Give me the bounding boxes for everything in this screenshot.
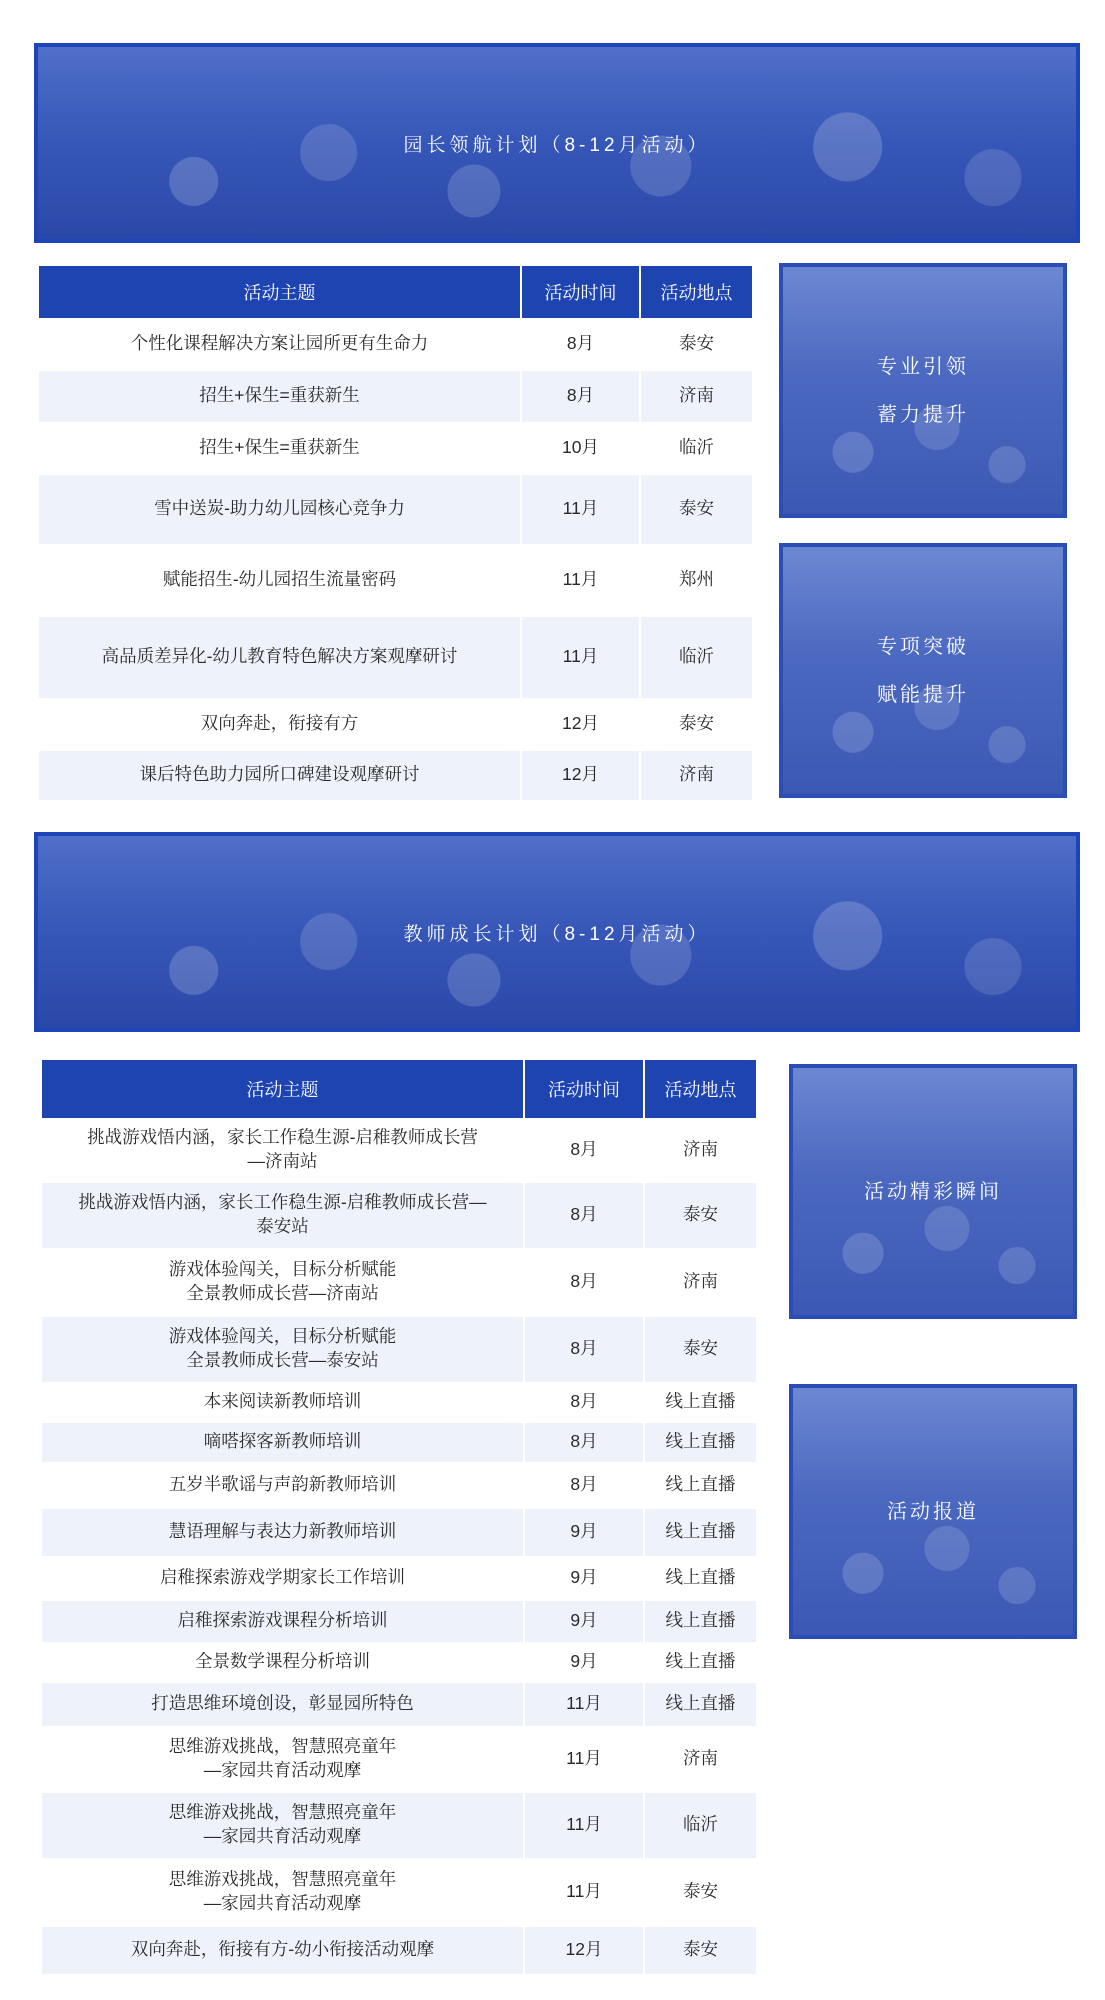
cell-time: 11月: [524, 1792, 644, 1858]
cell-topic: 双向奔赴，衔接有方-幼小衔接活动观摩: [42, 1926, 524, 1974]
cell-place: 泰安: [644, 1858, 756, 1926]
cell-time: 11月: [524, 1682, 644, 1726]
topic-line2: 泰安站: [256, 1216, 309, 1236]
cell-place: 济南: [640, 750, 752, 800]
table-row: [39, 544, 752, 616]
cell-place: 郑州: [640, 544, 752, 616]
photo-activity-report: [789, 1384, 1077, 1639]
cell-time: 11月: [521, 616, 640, 698]
table-row: [42, 1462, 756, 1508]
topic-line1: 游戏体验闯关，目标分析赋能: [168, 1259, 397, 1280]
header-topic: 活动主题: [42, 1060, 524, 1118]
cell-topic: [42, 1858, 524, 1926]
cell-time: 12月: [524, 1926, 644, 1974]
table-row: [39, 616, 752, 698]
table-row: [42, 1682, 756, 1726]
table-row: [42, 1508, 756, 1556]
photo-highlight-moments: [789, 1064, 1077, 1319]
cell-topic: 个性化课程解决方案让园所更有生命力: [39, 318, 521, 370]
cell-topic: 招生+保生=重获新生: [39, 370, 521, 422]
cell-time: 8月: [524, 1462, 644, 1508]
header-place: 活动地点: [640, 266, 752, 318]
cell-topic: 打造思维环境创设，彰显园所特色: [42, 1682, 524, 1726]
cell-time: 10月: [521, 422, 640, 474]
cell-time: 9月: [524, 1642, 644, 1682]
photo-caption-line: 专业引领: [877, 355, 969, 378]
cell-place: 临沂: [640, 422, 752, 474]
photo-special-breakthrough: [779, 543, 1067, 798]
teacher-activity-table: [42, 1060, 756, 1975]
cell-place: 济南: [644, 1118, 756, 1182]
header-time: 活动时间: [521, 266, 640, 318]
table-row: [42, 1858, 756, 1926]
cell-topic: 赋能招生-幼儿园招生流量密码: [39, 544, 521, 616]
cell-topic: 课后特色助力园所口碑建设观摩研讨: [39, 750, 521, 800]
cell-place: 临沂: [640, 616, 752, 698]
topic-line2: —济南站: [247, 1150, 318, 1171]
cell-time: 9月: [524, 1600, 644, 1642]
cell-topic: 全景数学课程分析培训: [42, 1642, 524, 1682]
table-header-row: [39, 266, 752, 318]
topic-line1: 思维游戏挑战，智慧照亮童年: [168, 1802, 397, 1823]
table-header-row: [42, 1060, 756, 1118]
cell-place: 泰安: [640, 698, 752, 750]
table-row: [42, 1182, 756, 1248]
cell-time: 11月: [521, 474, 640, 544]
cell-time: 12月: [521, 698, 640, 750]
photo-caption-line: 活动精彩瞬间: [864, 1180, 1002, 1203]
topic-line2: 全景教师成长营—泰安站: [186, 1350, 379, 1370]
cell-time: 8月: [524, 1182, 644, 1248]
cell-time: 9月: [524, 1556, 644, 1600]
cell-topic: 五岁半歌谣与声韵新教师培训: [42, 1462, 524, 1508]
cell-time: 8月: [524, 1382, 644, 1422]
table-row: [42, 1792, 756, 1858]
header-time: 活动时间: [524, 1060, 644, 1118]
cell-time: 8月: [524, 1118, 644, 1182]
topic-line2: —家园共育活动观摩: [203, 1826, 362, 1846]
cell-place: 泰安: [640, 318, 752, 370]
table-row: [39, 370, 752, 422]
banner-teacher-growth-plan: [34, 832, 1080, 1032]
topic-line1: 思维游戏挑战，智慧照亮童年: [168, 1736, 397, 1757]
cell-topic: 启稚探索游戏课程分析培训: [42, 1600, 524, 1642]
cell-place: 济南: [644, 1726, 756, 1792]
cell-place: 泰安: [644, 1926, 756, 1974]
topic-line1: 游戏体验闯关，目标分析赋能: [168, 1326, 397, 1347]
cell-topic: 招生+保生=重获新生: [39, 422, 521, 474]
cell-topic: 启稚探索游戏学期家长工作培训: [42, 1556, 524, 1600]
cell-time: 8月: [521, 318, 640, 370]
topic-line1: 挑战游戏悟内涵，家长工作稳生源-启稚教师成长营—: [78, 1192, 487, 1213]
photo-caption-line: 活动报道: [887, 1500, 979, 1523]
cell-place: 线上直播: [644, 1462, 756, 1508]
photo-professional-lead: [779, 263, 1067, 518]
cell-place: 线上直播: [644, 1508, 756, 1556]
table-row: [42, 1248, 756, 1316]
cell-topic: [42, 1118, 524, 1182]
cell-time: 11月: [524, 1858, 644, 1926]
principal-activity-table: [39, 266, 752, 801]
cell-topic: 嘀嗒探客新教师培训: [42, 1422, 524, 1462]
topic-line1: 挑战游戏悟内涵，家长工作稳生源-启稚教师成长营: [87, 1127, 478, 1148]
topic-line2: 全景教师成长营—济南站: [186, 1283, 379, 1303]
banner-principal-plan: [34, 43, 1080, 243]
cell-place: 线上直播: [644, 1642, 756, 1682]
cell-place: 泰安: [644, 1316, 756, 1382]
photo-caption-line: 赋能提升: [877, 683, 969, 706]
cell-topic: [42, 1316, 524, 1382]
header-topic: 活动主题: [39, 266, 521, 318]
photo-caption-line: 专项突破: [877, 635, 969, 658]
table-row: [42, 1556, 756, 1600]
cell-place: 线上直播: [644, 1422, 756, 1462]
cell-place: 泰安: [644, 1182, 756, 1248]
cell-topic: 本来阅读新教师培训: [42, 1382, 524, 1422]
table-row: [42, 1118, 756, 1182]
cell-time: 8月: [521, 370, 640, 422]
table-row: [42, 1642, 756, 1682]
table-row: [39, 750, 752, 800]
table-row: [42, 1422, 756, 1462]
topic-line2: —家园共育活动观摩: [203, 1760, 362, 1780]
cell-place: 线上直播: [644, 1556, 756, 1600]
cell-place: 线上直播: [644, 1382, 756, 1422]
cell-time: 11月: [521, 544, 640, 616]
cell-topic: 高品质差异化-幼儿教育特色解决方案观摩研讨: [39, 616, 521, 698]
cell-topic: 双向奔赴，衔接有方: [39, 698, 521, 750]
cell-topic: [42, 1726, 524, 1792]
table-row: [42, 1926, 756, 1974]
cell-place: 济南: [640, 370, 752, 422]
cell-topic: 雪中送炭-助力幼儿园核心竞争力: [39, 474, 521, 544]
cell-place: 临沂: [644, 1792, 756, 1858]
table-row: [42, 1726, 756, 1792]
cell-time: 12月: [521, 750, 640, 800]
cell-place: 泰安: [640, 474, 752, 544]
cell-topic: 慧语理解与表达力新教师培训: [42, 1508, 524, 1556]
header-place: 活动地点: [644, 1060, 756, 1118]
table-row: [42, 1316, 756, 1382]
cell-time: 9月: [524, 1508, 644, 1556]
banner-title: 教师成长计划（8-12月活动）: [403, 923, 711, 945]
table-row: [39, 422, 752, 474]
cell-place: 线上直播: [644, 1600, 756, 1642]
table-row: [42, 1600, 756, 1642]
cell-time: 8月: [524, 1248, 644, 1316]
banner-title: 园长领航计划（8-12月活动）: [403, 134, 711, 156]
cell-time: 8月: [524, 1422, 644, 1462]
cell-place: 济南: [644, 1248, 756, 1316]
topic-line2: —家园共育活动观摩: [203, 1893, 362, 1913]
table-row: [39, 474, 752, 544]
cell-topic: [42, 1792, 524, 1858]
photo-caption-line: 蓄力提升: [877, 403, 969, 426]
cell-topic: [42, 1248, 524, 1316]
cell-time: 11月: [524, 1726, 644, 1792]
table-row: [39, 318, 752, 370]
cell-topic: [42, 1182, 524, 1248]
cell-time: 8月: [524, 1316, 644, 1382]
cell-place: 线上直播: [644, 1682, 756, 1726]
table-row: [39, 698, 752, 750]
topic-line1: 思维游戏挑战，智慧照亮童年: [168, 1869, 397, 1890]
table-row: [42, 1382, 756, 1422]
